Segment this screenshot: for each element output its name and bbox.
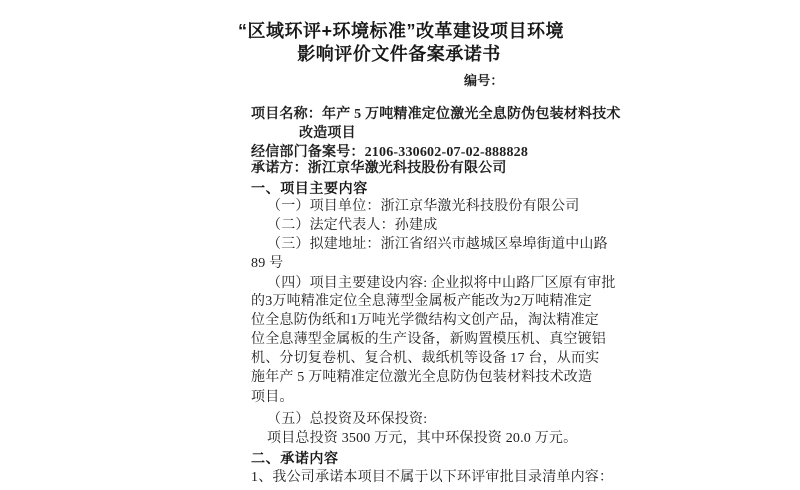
section1-item5-investment-detail: 项目总投资 3500 万元，其中环保投资 20.0 万元。 <box>267 431 578 446</box>
section1-item4-content-line1: （四）项目主要建设内容: 企业拟将中山路厂区原有审批 <box>267 276 616 291</box>
serial-number-label: 编号： <box>464 73 504 88</box>
section1-heading: 一、项目主要内容 <box>251 180 368 196</box>
section1-item4-content-line4: 位全息薄型金属板的生产设备，新购置模压机、真空镀铝 <box>251 332 606 347</box>
field-promisor: 承诺方：浙江京华激光科技股份有限公司 <box>251 161 507 176</box>
section1-item4-content-line7: 项目。 <box>251 390 294 405</box>
field-filing-number: 经信部门备案号：2106-330602-07-02-888828 <box>251 145 529 160</box>
section1-item2-legal-rep: （二）法定代表人：孙建成 <box>267 218 438 233</box>
section1-item4-content-line5: 机、分切复卷机、复合机、裁纸机等设备 17 台，从而实 <box>251 351 600 366</box>
section1-item5-investment: （五）总投资及环保投资: <box>267 412 428 427</box>
field-project-name-line1: 项目名称：年产 5 万吨精准定位激光全息防伪包装材料技术 <box>251 107 621 122</box>
section2-heading: 二、承诺内容 <box>251 450 339 466</box>
section1-item4-content-line2: 的3万吨精准定位全息薄型金属板产能改为2万吨精准定 <box>251 294 592 309</box>
section2-item1-commitment: 1、我公司承诺本项目不属于以下环评审批目录清单内容： <box>251 470 614 485</box>
section1-item3-address-line2: 89 号 <box>251 256 284 271</box>
section1-item1-project-unit: （一）项目单位：浙江京华激光科技股份有限公司 <box>267 199 580 214</box>
document-title-line2: 影响评价文件备案承诺书 <box>297 44 501 64</box>
document-title-line1: “区域环评+环境标准”改革建设项目环境 <box>238 21 565 41</box>
section1-item3-address-line1: （三）拟建地址：浙江省绍兴市越城区皋埠街道中山路 <box>267 237 608 252</box>
section1-item4-content-line3: 位全息防伪纸和1万吨光学微结构文创产品，淘汰精准定 <box>251 313 599 328</box>
document-title <box>238 20 565 66</box>
field-project-name-line2: 改造项目 <box>299 126 356 141</box>
section1-item4-content-line6: 施年产 5 万吨精准定位激光全息防伪包装材料技术改造 <box>251 370 593 385</box>
